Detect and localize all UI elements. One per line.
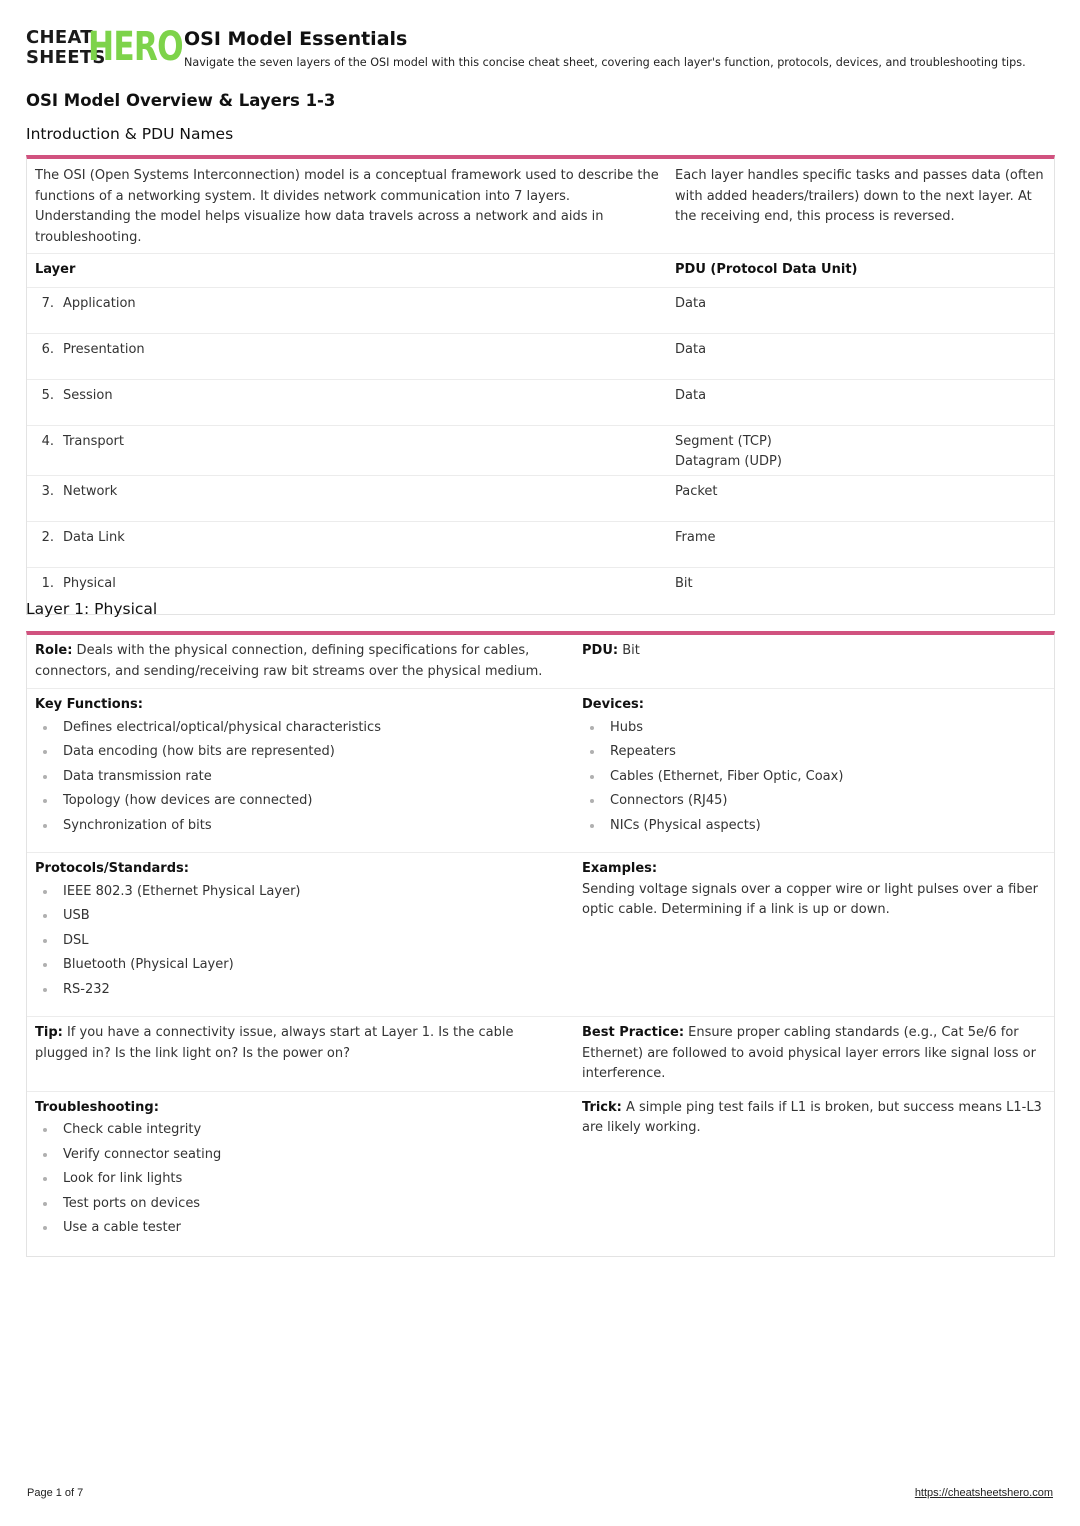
document-title: OSI Model Essentials: [184, 28, 408, 50]
layer-name: Network: [63, 483, 118, 499]
pdu-cell: [574, 635, 1054, 688]
list-item: Cables (Ethernet, Fiber Optic, Coax): [582, 765, 1046, 790]
layer-pdu-line: Segment (TCP): [675, 433, 772, 449]
list-item: IEEE 802.3 (Ethernet Physical Layer): [35, 880, 566, 905]
layer-name: Presentation: [63, 341, 145, 357]
list-item: Verify connector seating: [35, 1143, 566, 1168]
intro-text-row: [27, 159, 1054, 254]
tip-practice-row: [27, 1017, 1054, 1092]
logo-word-hero: HERO: [88, 24, 183, 70]
list-item: Defines electrical/optical/physical characteristics: [35, 716, 566, 741]
table-row: [27, 522, 1054, 568]
functions-label: Key Functions:: [35, 697, 143, 712]
intro-text-left: The OSI (Open Systems Interconnection) model is a conceptual framework used to describe the functions of a networking system. It divides network communication into 7 layers. Understanding the model helps visualize how data travels across a network and aids in troubleshooting.: [35, 168, 659, 245]
table-row: [27, 568, 1054, 614]
devices-cell: [574, 689, 1054, 852]
functions-cell: [27, 689, 574, 852]
page-header: [26, 26, 1056, 76]
layer-number: 1.: [41, 575, 54, 591]
layer-name-cell: [27, 476, 667, 521]
tip-label: Tip:: [35, 1025, 63, 1040]
layer1-card: [26, 631, 1055, 1257]
list-item: DSL: [35, 929, 566, 954]
list-item: Test ports on devices: [35, 1192, 566, 1217]
layer-pdu: Frame: [675, 529, 716, 545]
protocols-label: Protocols/Standards:: [35, 861, 189, 876]
layer-name-cell: [27, 522, 667, 567]
section-title: OSI Model Overview & Layers 1-3: [26, 91, 336, 110]
table-row: [27, 476, 1054, 522]
layer-name-cell: [27, 380, 667, 425]
table-row: [27, 380, 1054, 426]
intro-text-right: Each layer handles specific tasks and passes data (often with added headers/trailers) down to the next layer. At the receiving end, this process is reversed.: [675, 168, 1044, 224]
layer1-card-title: Layer 1: Physical: [26, 600, 158, 618]
table-row: [27, 288, 1054, 334]
trick-label: Trick:: [582, 1099, 622, 1115]
list-item: Use a cable tester: [35, 1216, 566, 1241]
cheatsheetshero-logo[interactable]: [26, 24, 183, 74]
list-item: Data encoding (how bits are represented): [35, 740, 566, 765]
layer-name: Physical: [63, 575, 116, 591]
list-item: Synchronization of bits: [35, 814, 566, 839]
role-text: Deals with the physical connection, defining specifications for cables, connectors, and sending/receiving raw bit streams over the physical medium.: [35, 643, 543, 679]
layer-name-cell: [27, 426, 667, 475]
list-item: Check cable integrity: [35, 1118, 566, 1143]
list-item: Connectors (RJ45): [582, 789, 1046, 814]
layer-table-header: [27, 254, 1054, 288]
role-row: [27, 635, 1054, 689]
best-practice-label: Best Practice:: [582, 1025, 685, 1040]
list-item: RS-232: [35, 978, 566, 1003]
layer-name-cell: [27, 334, 667, 379]
tip-cell: [27, 1017, 574, 1091]
intro-card: [26, 155, 1055, 615]
layer-number: 3.: [41, 483, 54, 499]
examples-label: Examples:: [582, 861, 658, 876]
layer-number: 4.: [41, 433, 54, 449]
examples-cell: [574, 853, 1054, 1016]
layer-name: Transport: [63, 433, 125, 449]
tip-text: If you have a connectivity issue, always start at Layer 1. Is the cable plugged in? Is the link light on? Is the power on?: [35, 1025, 514, 1061]
layer-pdu-line: Datagram (UDP): [675, 454, 782, 469]
list-item: NICs (Physical aspects): [582, 814, 1046, 839]
troubleshooting-label: Troubleshooting:: [35, 1099, 159, 1115]
list-item: USB: [35, 904, 566, 929]
layer-name: Session: [63, 387, 113, 403]
protocols-examples-row: [27, 853, 1054, 1017]
layer-pdu: Data: [675, 387, 707, 403]
protocols-cell: [27, 853, 574, 1016]
table-row: [27, 334, 1054, 380]
examples-text: Sending voltage signals over a copper wire or light pulses over a fiber optic cable. Determining if a link is up or down.: [582, 881, 1038, 917]
layer-pdu: [667, 426, 1054, 475]
troubleshooting-trick-row: [27, 1092, 1054, 1256]
functions-list: [35, 716, 566, 839]
pdu-label: PDU:: [582, 643, 619, 658]
list-item: Topology (how devices are connected): [35, 789, 566, 814]
layer-number: 5.: [41, 387, 54, 403]
layer-number: 6.: [41, 341, 54, 357]
layer-pdu: Bit: [675, 575, 693, 591]
logo-word-sheets: SHEETS: [26, 47, 106, 68]
devices-label: Devices:: [582, 697, 644, 712]
layer-pdu: Data: [675, 341, 707, 357]
functions-devices-row: [27, 689, 1054, 853]
list-item: Hubs: [582, 716, 1046, 741]
layer-name: Data Link: [63, 529, 125, 545]
layer-number: 2.: [41, 529, 54, 545]
list-item: Data transmission rate: [35, 765, 566, 790]
trick-cell: [574, 1092, 1054, 1256]
best-practice-text: Ensure proper cabling standards (e.g., Cat 5e/6 for Ethernet) are followed to avoid physical layer errors like signal loss or interference.: [582, 1025, 1036, 1081]
pdu-text: Bit: [618, 643, 640, 658]
table-row: [27, 426, 1054, 476]
list-item: Bluetooth (Physical Layer): [35, 953, 566, 978]
troubleshooting-list: [35, 1118, 566, 1241]
page-number: Page 1 of 7: [27, 1487, 84, 1499]
layer-pdu: Packet: [675, 483, 718, 499]
logo-word-cheat: CHEAT: [26, 27, 93, 48]
list-item: Look for link lights: [35, 1167, 566, 1192]
role-cell: [27, 635, 574, 688]
protocols-list: [35, 880, 566, 1003]
trick-text: A simple ping test fails if L1 is broken, but success means L1-L3 are likely working.: [582, 1099, 1042, 1135]
layer-pdu: Data: [675, 295, 707, 311]
layer-name-cell: [27, 288, 667, 333]
document-subtitle: Navigate the seven layers of the OSI model with this concise cheat sheet, covering each layer's function, protocols, devices, and troubleshooting tips.: [184, 56, 1026, 69]
devices-list: [582, 716, 1046, 839]
layer-name: Application: [63, 295, 136, 311]
column-header-pdu: PDU (Protocol Data Unit): [675, 262, 858, 277]
role-label: Role:: [35, 643, 73, 658]
site-link[interactable]: https://cheatsheetshero.com: [914, 1487, 1053, 1499]
column-header-layer: Layer: [35, 262, 76, 277]
list-item: Repeaters: [582, 740, 1046, 765]
troubleshooting-cell: [27, 1092, 574, 1256]
best-practice-cell: [574, 1017, 1054, 1091]
intro-card-title: Introduction & PDU Names: [26, 125, 234, 143]
layer-number: 7.: [41, 295, 54, 311]
